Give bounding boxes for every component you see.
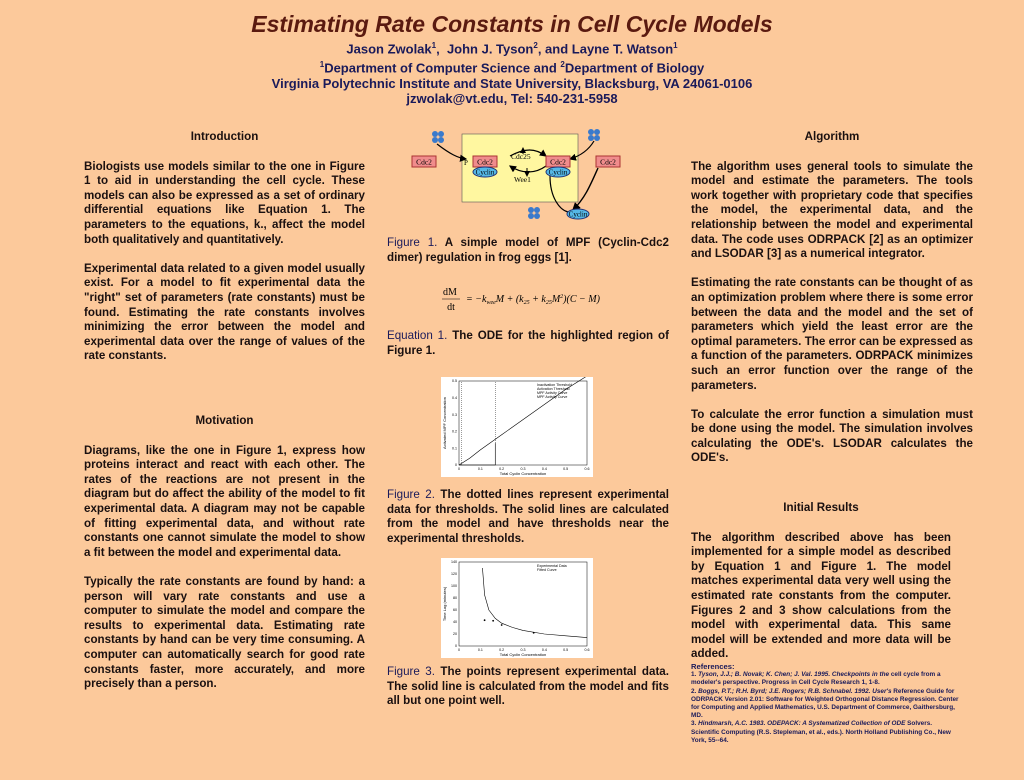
fig3-y-tick: 40	[453, 620, 457, 625]
fig2-x-tick: 0.3	[520, 467, 526, 471]
figure3-data-point	[492, 620, 494, 622]
fig3-x-tick: 0.1	[477, 648, 483, 652]
fig3-y-tick: 20	[453, 632, 457, 637]
svg-text:Cdc2: Cdc2	[416, 157, 432, 167]
node-cyclin-active	[546, 167, 570, 177]
figure3-legend-entry: Fitted Curve	[537, 568, 557, 572]
figure2-caption: Figure 2. The dotted lines represent experimental data for thresholds. The solid lines are calculated from the model and have thresholds near the experimental thresholds.	[387, 488, 669, 545]
references	[691, 663, 961, 745]
node-cdc2-right	[596, 156, 620, 167]
fig2-x-tick: 0	[458, 467, 460, 471]
initial-results-paragraph: The algorithm described above has been implemented for a simple model as described by Equation 1 and Figure 1. The model matches experimental data very well using the estimated rate constants from the computer. Figures 2 and 3 show calculations from the model with experimental data. This same model will be extended and more data will be added.	[691, 530, 951, 661]
fig3-x-tick: 0.6	[584, 648, 590, 652]
poster-header	[0, 10, 1024, 107]
figure2-legend	[537, 383, 572, 399]
figure3-caption: Figure 3. The points represent experimental data. The solid line is calculated from the model and fits all but one point well.	[387, 665, 669, 708]
node-cdc2-left	[412, 156, 436, 167]
fig2-x-tick: 0.6	[584, 467, 590, 471]
figure3-legend-entry: Experimental Data	[537, 564, 567, 568]
fig3-y-tick: 0	[455, 644, 457, 649]
motivation-paragraph: Diagrams, like the one in Figure 1, express how proteins interact and react with each other. The rates of the reactions are not present in the diagram but do affect the ability of the model to fit experimental data. A diagram may not be capable of fitting experimental data, and without rate constants one cannot simulate the model to show a fit between the model and experimental data.	[84, 443, 365, 559]
initial-results-heading: Initial Results	[783, 501, 859, 514]
fig3-x-tick: 0.4	[541, 648, 547, 652]
motivation-paragraph: Typically the rate constants are found by hand: a person will vary rate constants and use a computer to simulate the model and compare the results to experimental data. Estimating rate constants by hand can be very time consuming. A computer can automatically search for good rate constants faster, more accurately, and more precisely than a person.	[84, 574, 365, 691]
figure3-label: Figure 3.	[387, 665, 435, 678]
algorithm-paragraph: To calculate the error function a simulation must be done using the model. The simulation involves calculating the ODE's. LSODAR calculates the ODE's.	[691, 407, 973, 465]
introduction-heading: Introduction	[190, 130, 259, 143]
authors: Jason Zwolak$^1$, John J. Tyson$^2$, and Layne T. Watson$^1$	[346, 41, 678, 57]
algorithm-paragraph: The algorithm uses general tools to simulate the model and estimate the parameters. The tools work together with proprietary code that specifies the model, the experimental data, and the relationship between the model and experimental data. The code uses ODRPACK [2] as an optimizer and LSODAR [3] as a numerical integrator.	[691, 159, 973, 261]
figure1-caption: Figure 1. A simple model of MPF (Cyclin-Cdc2 dimer) regulation in frog eggs [1].	[387, 236, 669, 264]
figure3-legend	[537, 564, 567, 572]
author-3: Layne T. Watson	[571, 41, 674, 57]
fig2-x-tick: 0.2	[499, 467, 505, 471]
algorithm-section	[691, 130, 973, 481]
fig3-x-tick: 0.3	[520, 648, 526, 652]
fig2-x-tick: 0.4	[541, 467, 547, 471]
author-2: John J. Tyson	[446, 41, 534, 57]
motivation-section	[84, 414, 365, 706]
node-cyclin-inactive	[473, 167, 497, 177]
figure2-legend-entry: MPF Activity Curve	[537, 391, 568, 395]
svg-text:Cyclin: Cyclin	[548, 168, 568, 177]
eq-rhs: = $-k_{wee}M + (k_{25} + k_{25}M^2)(C - M)$	[466, 294, 600, 306]
svg-text:Cdc2: Cdc2	[600, 157, 616, 167]
departments: $^1$Department of Computer Science and $^2$Department of Biology	[319, 59, 705, 76]
svg-text:Cdc2: Cdc2	[477, 157, 493, 167]
contact: jzwolak@vt.edu, Tel: 540-231-5958	[406, 91, 618, 107]
fig2-y-tick: 0.3	[452, 412, 457, 417]
fig2-x-tick: 0.1	[477, 467, 483, 471]
fig3-x-tick: 0.5	[563, 648, 569, 652]
figure3-ylabel: Time Lag (minutes)	[442, 586, 447, 622]
figure3-fitted-curve	[482, 568, 587, 638]
molecule-icon	[432, 131, 444, 143]
fig3-y-tick: 60	[453, 608, 457, 613]
figure3-data-point	[501, 624, 503, 626]
references-heading: References:	[691, 662, 735, 671]
fig3-y-tick: 80	[453, 596, 457, 601]
molecule-icon	[588, 129, 600, 141]
figure2-legend-entry: Activation Threshold	[537, 387, 570, 391]
eq-denominator: dt	[447, 302, 455, 313]
reference-item: 2. Boggs, P.T.; R.H. Byrd; J.E. Rogers; R.B. Schnabel. 1992. User's Reference Guide for ODRPACK Version 2.01: Software for Weighted Orthogonal Distance Regression. Center for Computing and Applied Mathematics, U.S. Department of Commerce, Gaithersburg, MD.	[691, 687, 959, 720]
figure3-data-point	[484, 619, 486, 621]
figure3-xlabel: Total Cyclin Concentration	[499, 652, 547, 657]
figure2-legend-entry: Inactivation Threshold	[537, 383, 573, 387]
figure2-legend-entry: MPF Activity Curve	[537, 395, 568, 399]
svg-text:Cyclin: Cyclin	[568, 210, 588, 219]
equation1-label: Equation 1.	[387, 329, 448, 342]
fig3-x-tick: 0	[458, 648, 460, 652]
algorithm-heading: Algorithm	[804, 130, 860, 143]
introduction-paragraph: Experimental data related to a given model usually exist. For a model to fit experimental data the "right" set of parameters (rate constants) must be found. Estimating the rate constants involves minimizing the error between the model and experimental data over the range of values of the rate constants.	[84, 261, 365, 363]
fig3-x-tick: 0.2	[499, 648, 505, 652]
equation1-caption: Equation 1. The ODE for the highlighted region of Figure 1.	[387, 329, 669, 357]
svg-text:Cyclin: Cyclin	[475, 168, 495, 177]
cdc25-label: Cdc25	[511, 152, 531, 161]
node-cdc2-active	[546, 156, 570, 167]
fig2-y-tick: 0.1	[452, 446, 457, 451]
figure3-data-point	[533, 632, 535, 634]
algorithm-paragraph: Estimating the rate constants can be thought of as an optimization problem where there is some error between the data and the model and the set of parameters which yield the least error are the optimal parameters. The error can be expressed as a function of the parameters. ODRPACK minimizes such an error function over the range of the parameters.	[691, 276, 973, 392]
node-cyclin-free	[567, 209, 589, 219]
fig3-y-tick: 140	[451, 560, 457, 565]
introduction-section	[84, 130, 365, 379]
reference-item: 3. Hindmarsh, A.C. 1983. ODEPACK: A Systematized Collection of ODE Solvers. Scientific Computing (R.S. Stepleman, et al., eds.). North Holland Publishing Co., New York, 55--64.	[691, 720, 951, 744]
fig2-y-tick: 0	[455, 463, 457, 468]
equation1	[440, 284, 630, 314]
motivation-heading: Motivation	[195, 414, 254, 427]
wee1-label: Wee1	[514, 175, 531, 184]
fig3-y-tick: 100	[451, 584, 457, 589]
svg-text:Cdc2: Cdc2	[550, 157, 566, 167]
figure3-chart	[441, 558, 593, 658]
figure2-chart	[441, 377, 593, 477]
figure2-xlabel: Total Cyclin Concentration	[499, 471, 547, 476]
university: Virginia Polytechnic Institute and State University, Blacksburg, VA 24061-0106	[271, 75, 753, 91]
figure1-label: Figure 1.	[387, 236, 438, 249]
fig2-y-tick: 0.5	[452, 379, 457, 384]
initial-results-section	[691, 501, 951, 662]
figure2-ylabel: Activated MPF Concentration	[442, 396, 447, 450]
molecule-icon	[528, 207, 540, 219]
eq-numerator: dM	[443, 287, 457, 298]
fig3-y-tick: 120	[451, 572, 457, 577]
fig2-x-tick: 0.5	[563, 467, 569, 471]
phosphate-label: P	[464, 159, 468, 167]
author-1: Jason Zwolak	[346, 41, 432, 57]
node-cdc2-inactive	[473, 156, 497, 167]
reference-item: 1. Tyson, J.J.; B. Novak; K. Chen; J. Val. 1995. Checkpoints in the cell cycle from a modeler's perspective. Progress in Cell Cycle Research 1, 1-8.	[691, 671, 941, 687]
figure1-diagram	[410, 126, 632, 222]
fig2-y-tick: 0.2	[452, 429, 457, 434]
introduction-paragraph: Biologists use models similar to the one in Figure 1 to aid in understanding the cell cycle. These models can also be expressed as a set of ordinary differential equations like Equation 1. The parameters to the equations, k., affect the model both qualitatively and quantitatively.	[84, 159, 365, 246]
poster-title: Estimating Rate Constants in Cell Cycle Models	[251, 11, 773, 37]
fig2-y-tick: 0.4	[452, 396, 457, 400]
figure2-label: Figure 2.	[387, 488, 435, 501]
